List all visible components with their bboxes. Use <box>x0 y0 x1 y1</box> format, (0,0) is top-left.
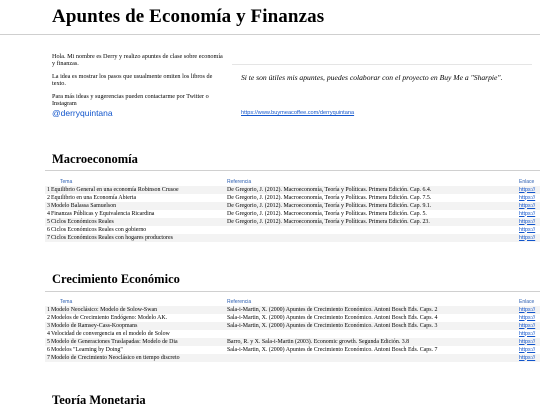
row-link[interactable]: https:// <box>519 226 536 233</box>
row-reference <box>227 226 519 234</box>
column-header-topic: Tema <box>60 178 73 185</box>
row-number: 2 <box>47 314 50 321</box>
table-row <box>45 314 540 322</box>
intro-paragraph-1: Hola. Mi nombre es Derry y realizo apuntes de clase sobre economía y finanzas. <box>52 53 223 68</box>
table-row <box>45 330 540 338</box>
row-topic: Modelo de Ramsey-Cass-Koopmans <box>51 322 227 330</box>
intro-block <box>52 53 227 118</box>
buymeacoffee-link[interactable]: https://www.buymeacoffee.com/derryquintana <box>241 110 355 116</box>
row-reference <box>227 330 519 338</box>
row-link-cell <box>519 202 540 210</box>
row-number: 1 <box>45 186 51 194</box>
row-topic: Equilibrio en una Economía Abierta <box>51 194 137 201</box>
row-topic: Modelo Balassa Samuelson <box>51 202 227 210</box>
table-header-row <box>45 298 540 306</box>
row-topic: Equilibrio General en una economía Robinson Crusoe <box>51 186 227 194</box>
row-link[interactable]: https:// <box>519 330 536 337</box>
row-link[interactable]: https:// <box>519 306 536 313</box>
row-link[interactable]: https:// <box>519 186 536 193</box>
row-topic: Finanzas Públicas y Equivalencia Ricardina <box>51 210 155 217</box>
table-row <box>45 322 540 330</box>
table-row <box>45 234 540 242</box>
row-link[interactable]: https:// <box>519 234 536 241</box>
row-topic: Ciclos Económicos Reales con gobierno <box>51 226 147 233</box>
row-reference: De Gregorio, J. (2012). Macroeconomía, Teoría y Políticas. Primera Edición. Cap. 23. <box>227 218 519 226</box>
section-title-teoria-monetaria: Teoría Monetaria <box>52 393 146 405</box>
crecimiento-table <box>45 298 540 362</box>
row-topic: Velocidad de convergencia en el modelo de Solow <box>51 330 170 337</box>
row-number: 7 <box>45 354 51 362</box>
column-header-reference: Referencia <box>227 298 252 305</box>
row-link[interactable]: https:// <box>519 322 536 329</box>
row-number: 5 <box>45 338 51 346</box>
row-topic: Ciclos Económicos Reales <box>51 218 227 226</box>
support-text: Si te son útiles mis apuntes, puedes colaborar con el proyecto en Buy Me a "Sharpie". <box>241 73 503 82</box>
page-title: Apuntes de Economía y Finanzas <box>52 6 325 27</box>
row-topic: Modelos "Learning by Doing" <box>51 346 123 353</box>
row-reference: De Gregorio, J. (2012). Macroeconomía, Teoría y Políticas. Primera Edición. Cap. 5. <box>227 210 427 217</box>
row-link-cell <box>519 346 540 354</box>
macroeconomia-rows <box>45 186 540 242</box>
row-topic: Modelo de Crecimiento Neoclásico en tiempo discreto <box>51 354 227 362</box>
row-link-cell <box>519 314 540 322</box>
row-link-cell <box>519 306 540 314</box>
row-link[interactable]: https:// <box>519 346 536 353</box>
row-link-cell <box>519 330 540 338</box>
row-reference: Barro, R. y X. Sala-i-Martin (2003). Economic growth. Segunda Edición. 3.8 <box>227 338 519 346</box>
table-row <box>45 354 540 362</box>
row-topic: Modelo de Generaciones Traslapadas: Modelo de Dia <box>51 338 227 346</box>
table-row <box>45 210 540 218</box>
row-number: 6 <box>47 226 50 233</box>
row-link-cell <box>519 210 540 218</box>
row-number: 2 <box>47 194 50 201</box>
column-header-link: Enlace <box>519 298 535 305</box>
row-link[interactable]: https:// <box>519 354 536 361</box>
row-number: 1 <box>45 306 51 314</box>
row-link[interactable]: https:// <box>519 314 536 321</box>
intro-paragraph-3: Para más ideas y sugerencias pueden contactarme por Twitter o Instagram <box>52 92 209 108</box>
row-reference: De Gregorio, J. (2012). Macroeconomía, Teoría y Políticas. Primera Edición. Cap. 6.4. <box>227 186 519 194</box>
row-reference: Sala-i-Martin, X. (2000) Apuntes de Crecimiento Económico. Antoni Bosch Eds. Caps. 3 <box>227 322 519 330</box>
row-number: 4 <box>47 330 50 337</box>
row-link-cell <box>519 194 540 202</box>
row-link[interactable]: https:// <box>519 218 536 225</box>
row-number: 3 <box>45 322 51 330</box>
row-topic: Ciclos Económicos Reales con hogares productores <box>51 234 227 242</box>
row-link-cell <box>519 322 540 330</box>
row-reference <box>227 354 519 362</box>
header-bar <box>0 0 540 35</box>
row-reference: De Gregorio, J. (2012). Macroeconomía, Teoría y Políticas. Primera Edición. Cap. 7.5. <box>227 194 432 201</box>
row-reference: Sala-i-Martin, X. (2000) Apuntes de Crecimiento Económico. Antoni Bosch Eds. Caps. 7 <box>227 346 438 353</box>
row-reference: Sala-i-Martin, X. (2000) Apuntes de Crecimiento Económico. Antoni Bosch Eds. Caps. 2 <box>227 306 519 314</box>
row-link[interactable]: https:// <box>519 202 536 209</box>
table-header-row <box>45 178 540 186</box>
table-row <box>45 346 540 354</box>
section-title-crecimiento: Crecimiento Económico <box>52 272 180 286</box>
row-link[interactable]: https:// <box>519 194 536 201</box>
row-link-cell <box>519 234 540 242</box>
row-link[interactable]: https:// <box>519 338 536 345</box>
column-header-reference: Referencia <box>227 178 252 185</box>
column-header-topic: Tema <box>60 298 73 305</box>
section-divider <box>45 170 540 171</box>
intro-paragraph-2: La idea es mostrar los pasos que usualmente omiten los libros de texto. <box>52 72 213 88</box>
row-topic: Modelos de Crecimiento Endógeno: Modelo AK. <box>51 314 168 321</box>
table-row <box>45 306 540 314</box>
section-divider <box>45 291 540 292</box>
row-number: 6 <box>47 346 50 353</box>
row-reference <box>227 234 519 242</box>
row-link-cell <box>519 354 540 362</box>
instagram-handle-link[interactable]: @derryquintana <box>52 108 113 119</box>
row-number: 3 <box>45 202 51 210</box>
table-row <box>45 338 540 346</box>
table-row <box>45 218 540 226</box>
row-reference: De Gregorio, J. (2012). Macroeconomía, Teoría y Políticas. Primera Edición. Cap. 9.1. <box>227 202 519 210</box>
crecimiento-rows <box>45 306 540 362</box>
macroeconomia-table <box>45 178 540 242</box>
table-row <box>45 186 540 194</box>
row-reference: Sala-i-Martin, X. (2000) Apuntes de Crecimiento Económico. Antoni Bosch Eds. Caps. 4 <box>227 314 438 321</box>
table-row <box>45 226 540 234</box>
row-link-cell <box>519 226 540 234</box>
row-number: 5 <box>45 218 51 226</box>
row-link-cell <box>519 186 540 194</box>
row-link[interactable]: https:// <box>519 210 536 217</box>
row-number: 7 <box>45 234 51 242</box>
row-number: 4 <box>47 210 50 217</box>
support-box <box>232 64 532 120</box>
row-topic: Modelo Neoclásico: Modelo de Solow-Swan <box>51 306 227 314</box>
table-row <box>45 194 540 202</box>
row-link-cell <box>519 338 540 346</box>
column-header-link: Enlace <box>519 178 535 185</box>
row-link-cell <box>519 218 540 226</box>
section-title-macroeconomia: Macroeconomía <box>52 152 138 166</box>
table-row <box>45 202 540 210</box>
